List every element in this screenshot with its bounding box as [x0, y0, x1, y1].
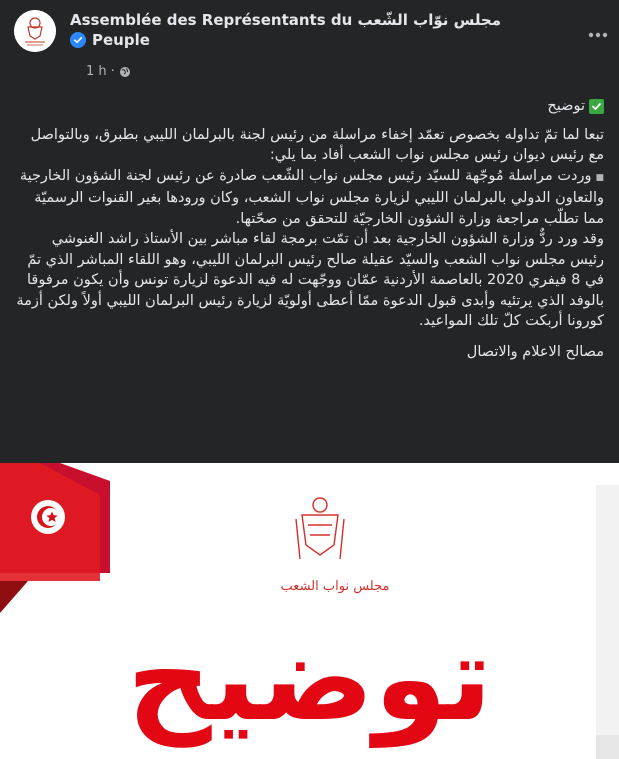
post-time[interactable]: 1 h: [86, 64, 107, 79]
post-signature: مصالح الاعلام والاتصال: [466, 343, 604, 360]
page-name-line2[interactable]: Peuple: [92, 31, 150, 49]
post-image[interactable]: [0, 463, 619, 759]
meta-separator: ·: [110, 64, 115, 79]
post-title: توضيح: [547, 98, 585, 114]
check-mark-icon: [589, 99, 604, 114]
headline-word: توضيح: [126, 609, 493, 747]
post-paragraph-1: تبعا لما تمّ تداوله بخصوص تعمّد إخفاء مراسلة من رئيس لجنة بالبرلمان الليبي بطبرق، وبالتواصل مع رئيس ديوان رئيس مجلس نواب الشعب أفاد بما يلي:: [30, 126, 604, 163]
page-avatar[interactable]: [14, 10, 56, 52]
post-paragraph-2: وردت مراسلة مُوجّهة للسيّد رئيس مجلس نواب الشّعب صادرة عن رئيس لجنة الشؤون الخارجية والتعاون الدولي بالبرلمان الليبي لزيارة مجلس نواب الشعب، وكان ورودها بغير القنوات الرسميّة مما تطلّب مراجعة وزارة الشؤون الخارجيّة للتحقق من صحّتها.: [19, 167, 604, 227]
parliament-emblem-icon: [296, 498, 344, 559]
post-paragraph-2-wrapper: [14, 166, 604, 230]
tunisia-flag-icon: [31, 500, 65, 534]
post-meta: [86, 64, 131, 79]
emblem-caption: مجلس نواب الشعب: [280, 579, 390, 594]
globe-icon[interactable]: [119, 66, 131, 78]
page-name-line1[interactable]: Assemblée des Représentants du مجلس نوّاب الشّعب: [70, 11, 502, 29]
post-paragraph-3: وقد ورد ردٌّ وزارة الشؤون الخارجية بعد أن تمّت برمجة لقاء مباشر بين الأستاذ راشد الغنوشي رئيس مجلس نواب الشعب والسيّد عقيلة صالح رئيس البرلمان الليبي، وهو اللقاء المباشر الذي تمّ في 8 فيفري 2020 بالعاصمة الأردنية عمّان ووجّهت له فيه الدعوة لزيارة تونس وأن يكون مرفوقا بالوفد الذي يرتئيه وأبدى قبول الدعوة ممّا أعطى أولويّة لزيارة رئيس البرلمان الليبي أولاً ولكن أزمة كورونا أربكت كلّ تلك المواعيد.: [16, 231, 604, 329]
bullet-icon: ■: [595, 172, 604, 183]
more-horizontal-icon: [588, 32, 608, 38]
post-header: [0, 0, 619, 92]
page-name[interactable]: [70, 10, 530, 50]
verified-badge-icon: [70, 32, 86, 48]
post-title-line: [14, 96, 604, 117]
parliament-logo-icon: [14, 10, 56, 52]
more-options-button[interactable]: [588, 22, 608, 43]
post-body: [14, 96, 604, 362]
